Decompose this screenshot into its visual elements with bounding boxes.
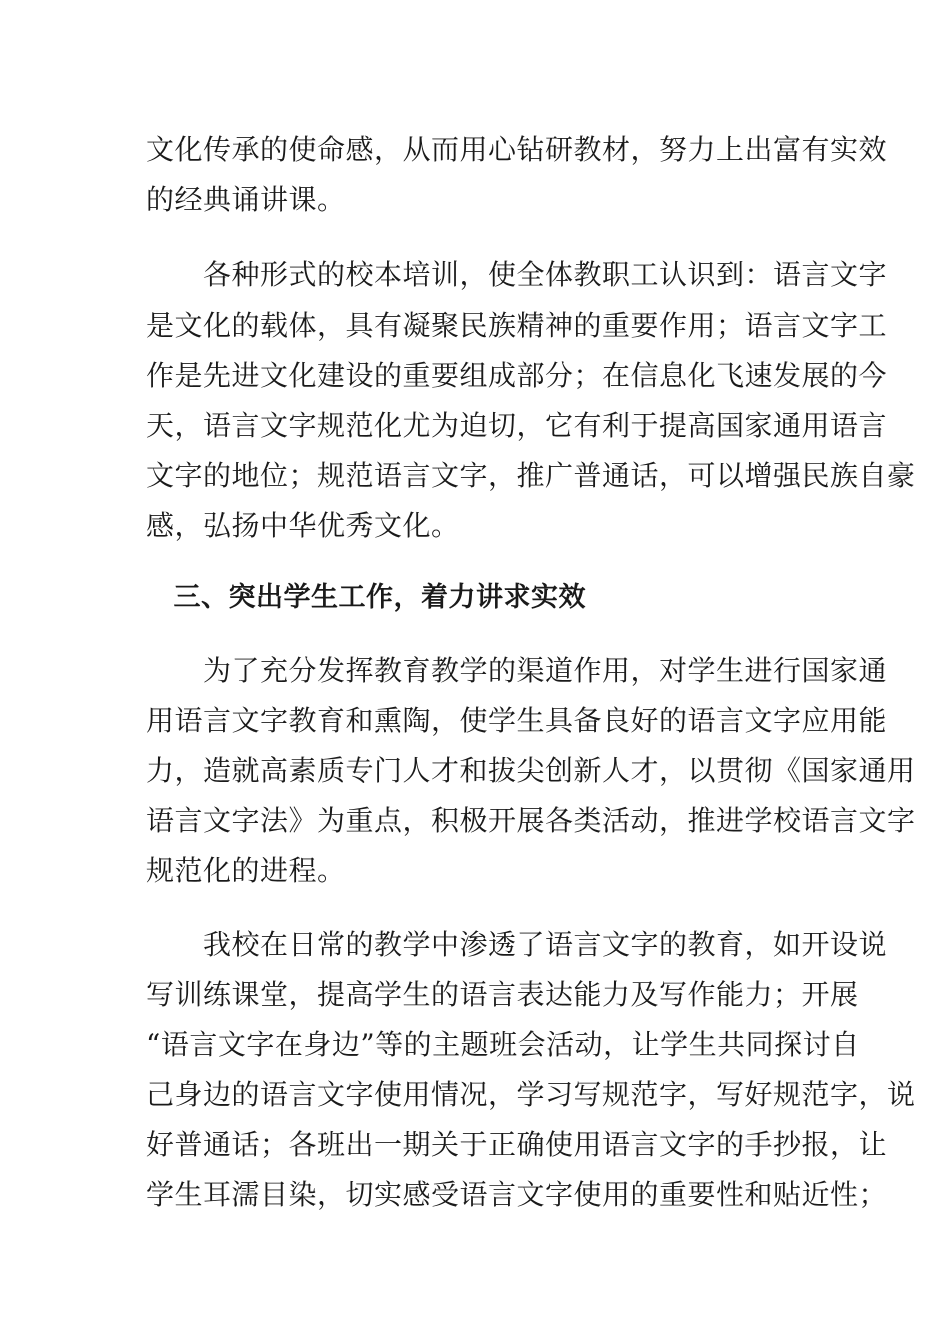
text-line: 为了充分发挥教育教学的渠道作用，对学生进行国家通 — [146, 654, 888, 687]
text-line: 文字的地位；规范语言文字，推广普通话，可以增强民族自豪 — [146, 459, 916, 492]
text-line: “语言文字在身边”等的主题班会活动，让学生共同探讨自 — [146, 1028, 860, 1061]
text-line: 语言文字法》为重点，积极开展各类活动，推进学校语言文字 — [146, 804, 916, 837]
text-line: 学生耳濡目染，切实感受语言文字使用的重要性和贴近性； — [146, 1178, 888, 1211]
text-line: 天，语言文字规范化尤为迫切，它有利于提高国家通用语言 — [146, 409, 888, 442]
text-line: 各种形式的校本培训，使全体教职工认识到：语言文字 — [146, 258, 888, 291]
text-line: 规范化的进程。 — [146, 854, 346, 887]
text-line: 的经典诵讲课。 — [146, 183, 346, 216]
text-line: 用语言文字教育和熏陶，使学生具备良好的语言文字应用能 — [146, 704, 888, 737]
text-line: 写训练课堂，提高学生的语言表达能力及写作能力；开展 — [146, 978, 859, 1011]
section-heading: 三、突出学生工作，着力讲求实效 — [146, 582, 586, 613]
text-line: 感，弘扬中华优秀文化。 — [146, 509, 460, 542]
text-line: 作是先进文化建设的重要组成部分；在信息化飞速发展的今 — [146, 359, 888, 392]
text-line: 力，造就高素质专门人才和拔尖创新人才，以贯彻《国家通用 — [146, 754, 916, 787]
text-line: 好普通话；各班出一期关于正确使用语言文字的手抄报，让 — [146, 1128, 888, 1161]
text-line: 我校在日常的教学中渗透了语言文字的教育，如开设说 — [146, 928, 888, 961]
text-line: 文化传承的使命感，从而用心钻研教材，努力上出富有实效 — [146, 133, 888, 166]
text-line: 是文化的载体，具有凝聚民族精神的重要作用；语言文字工 — [146, 309, 888, 342]
text-line: 己身边的语言文字使用情况，学习写规范字，写好规范字，说 — [146, 1078, 916, 1111]
